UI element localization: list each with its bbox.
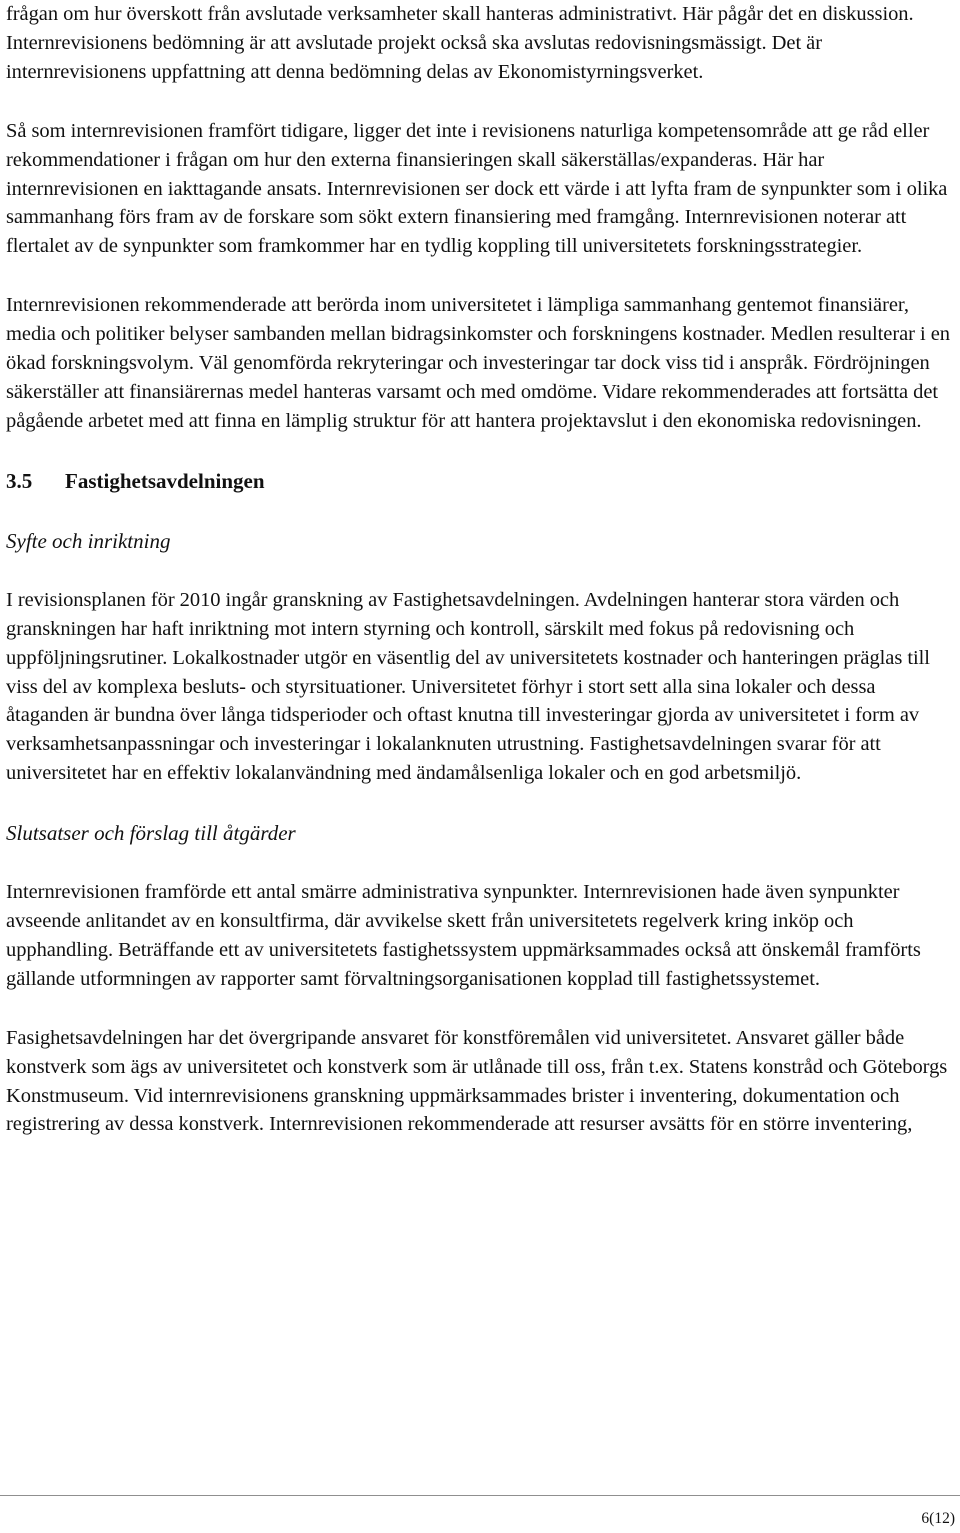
section-title: Fastighetsavdelningen bbox=[65, 468, 265, 493]
body-paragraph: Fasighetsavdelningen har det övergripande ansvaret för konstföremålen vid universitetet. Ansvaret gäller både konstverk som ägs av universitetet och konstverk som är utlånade till oss, från t.ex. Statens konstråd och Göteborgs Konstmuseum. Vid internrevisionens granskning uppmärksammades brister i inventering, dokumentation och registrering av dessa konstverk. Internrevisionen rekommenderade att resurser avsätts för en större inventering, bbox=[6, 1026, 948, 1136]
body-paragraph: Internrevisionen rekommenderade att berörda inom universitetet i lämpliga sammanhang gentemot finansiärer, media och politiker belyser sambanden mellan bidragsinkomster och forskningens kostnader. Medlen resulterar i en ökad forskningsvolym. Väl genomförda rekryteringar och investeringar tar dock viss tid i anspråk. Fördröjningen säkerställer att finansiärernas medel hanteras varsamt och med omdöme. Vidare rekommenderades att fortsätta det pågående arbetet med att finna en lämplig struktur för att hantera projektavslut i den ekonomiska redovisningen. bbox=[6, 294, 950, 432]
footer-divider bbox=[0, 1495, 960, 1496]
document-body bbox=[6, 0, 956, 1139]
subheading-purpose: Syfte och inriktning bbox=[6, 528, 171, 553]
subheading-conclusions: Slutsatser och förslag till åtgärder bbox=[6, 821, 296, 846]
body-paragraph: I revisionsplanen för 2010 ingår granskning av Fastighetsavdelningen. Avdelningen hanterar stora värden och granskningen har haft inriktning mot intern styrning och kontroll, särskilt med fokus på redovisning och uppföljningsrutiner. Lokalkostnader utgör en väsentlig del av universitetets kostnader och hanteringen präglas till viss del av komplexa besluts- och styrsituationer. Universitetet förhyr i stort sett alla sina lokaler och dessa åtaganden är bundna över långa tidsperioder och oftast knutna till investeringar gjorda av universitetet i form av verksamhetsanpassningar och investeringar i lokalanknuten utrustning. Fastighetsavdelningen svarar för att universitetet har en effektiv lokalanvändning med ändamålsenliga lokaler och en god arbetsmiljö. bbox=[6, 588, 930, 785]
body-paragraph: Internrevisionen framförde ett antal smärre administrativa synpunkter. Internrevisionen hade även synpunkter avseende anlitandet av en konsultfirma, där avvikelse skett från universitetets regelverk kring inköp och upphandling. Beträffande ett av universitetets fastighetssystem uppmärksammades också att önskemål framförts gällande utformningen av rapporter samt förvaltningsorganisationen kopplad till fastighetssystemet. bbox=[6, 881, 921, 990]
section-number: 3.5 bbox=[6, 468, 33, 493]
body-paragraph: frågan om hur överskott från avslutade verksamheter skall hanteras administrativt. Här pågår det en diskussion. Internrevisionens bedömning är att avslutade projekt också ska avslutas redovisningsmässigt. Det är internrevisionens uppfattning att denna bedömning delas av Ekonomistyrningsverket. bbox=[6, 3, 914, 83]
body-paragraph: Så som internrevisionen framfört tidigare, ligger det inte i revisionens naturliga kompetensområde att ge råd eller rekommendationer i frågan om hur den externa finansieringen skall säkerställas/expanderas. Här har internrevisionen en iakttagande ansats. Internrevisionen ser dock ett värde i att lyfta fram de synpunkter som i olika sammanhang förs fram av de forskare som sökt extern finansiering med framgång. Internrevisionen noterar att flertalet av de synpunkter som framkommer har en tydlig koppling till universitetets forskningsstrategier. bbox=[6, 119, 948, 258]
section-heading bbox=[6, 466, 956, 496]
page-number: 6(12) bbox=[921, 1510, 955, 1527]
